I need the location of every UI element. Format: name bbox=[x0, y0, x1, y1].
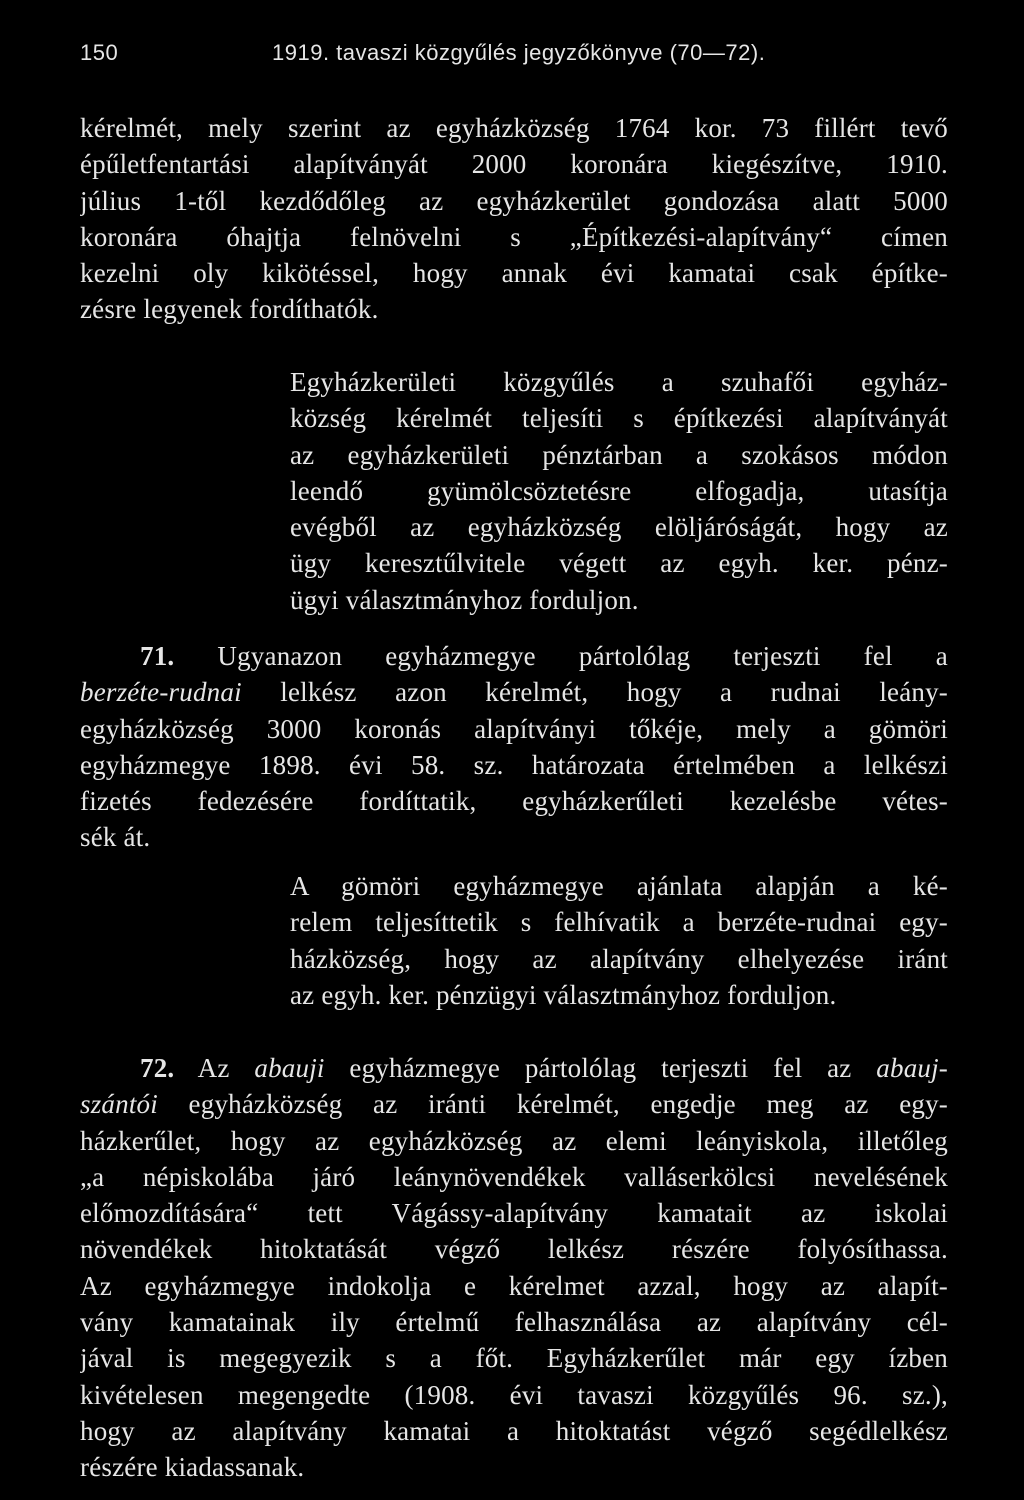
place-name: abauj- bbox=[876, 1053, 948, 1083]
resolution-71 bbox=[290, 868, 948, 1013]
text-line: Egyházkerületi közgyűlés a szuhafői egyház- bbox=[290, 367, 948, 397]
text-line: július 1-től kezdődőleg az egyházkerület gondozása alatt 5000 bbox=[80, 185, 948, 216]
text-line: Az egyházmegye indokolja e kérelmet azzal, hogy az alapít- bbox=[80, 1270, 948, 1301]
page-header bbox=[80, 40, 960, 72]
article-text: egyházmegye pártolólag terjeszti fel az bbox=[324, 1053, 877, 1083]
text-line: koronára óhajtja felnövelni s „Építkezési-alapítvány“ címen bbox=[80, 221, 948, 252]
text-line: hogy az alapítvány kamatai a hitoktatást végző segédlelkész bbox=[80, 1415, 948, 1446]
text-line: evégből az egyházközség elöljáróságát, hogy az bbox=[290, 512, 948, 543]
article-text: Ugyanazon egyházmegye pártolólag terjeszti fel a bbox=[174, 641, 948, 671]
text-line: az egyh. ker. pénzügyi választmányhoz forduljon. bbox=[290, 979, 837, 1010]
article-text: lelkész azon kérelmét, hogy a rudnai leány- bbox=[241, 677, 948, 708]
article-text: egyházközség az iránti kérelmét, engedje meg az egy- bbox=[157, 1089, 948, 1120]
text-line: fizetés fedezésére fordíttatik, egyházkerűleti kezelésbe vétes- bbox=[80, 786, 948, 817]
text-line: részére kiadassanak. bbox=[80, 1452, 305, 1483]
text-line: egyházközség 3000 koronás alapítványi tőkéje, mely a gömöri bbox=[80, 713, 948, 744]
text-line: kivételesen megengedte (1908. évi tavaszi közgyűlés 96. sz.), bbox=[80, 1379, 948, 1410]
text-line bbox=[80, 1086, 948, 1122]
text-line: egyházmegye 1898. évi 58. sz. határozata értelmében a lelkészi bbox=[80, 749, 948, 780]
text-line bbox=[80, 638, 948, 674]
text-line: kérelmét, mely szerint az egyházközség 1764 kor. 73 fillért tevő bbox=[80, 113, 948, 143]
text-line: község kérelmét teljesíti s építkezési alapítványát bbox=[290, 403, 948, 434]
text-line: zésre legyenek fordíthatók. bbox=[80, 294, 379, 325]
page-number: 150 bbox=[80, 40, 119, 65]
text-line: A gömöri egyházmegye ajánlata alapján a ké- bbox=[290, 871, 948, 901]
text-line: kezelni oly kikötéssel, hogy annak évi kamatai csak építke- bbox=[80, 258, 948, 289]
text-line: relem teljesíttetik s felhívatik a berzéte-rudnai egy- bbox=[290, 907, 948, 938]
text-line: „a népiskolába járó leánynövendékek valláserkölcsi nevelésének bbox=[80, 1161, 948, 1192]
text-line: ügyi választmányhoz forduljon. bbox=[290, 584, 639, 615]
article-number: 71. bbox=[140, 641, 175, 671]
place-name: abauji bbox=[254, 1053, 325, 1083]
text-line: előmozdítására“ tett Vágássy-alapítvány kamatait az iskolai bbox=[80, 1198, 948, 1229]
running-title: 1919. tavaszi közgyűlés jegyzőkönyve (70—72). bbox=[272, 40, 766, 65]
text-line: házközség, hogy az alapítvány elhelyezése iránt bbox=[290, 943, 948, 974]
place-name: szántói bbox=[80, 1089, 158, 1120]
text-line: növendékek hitoktatását végző lelkész részére folyósíthassa. bbox=[80, 1234, 948, 1265]
article-71 bbox=[80, 638, 948, 856]
article-text: Az bbox=[174, 1053, 255, 1083]
text-line: leendő gyümölcsöztetésre elfogadja, utasítja bbox=[290, 475, 948, 506]
place-name: berzéte-rudnai bbox=[80, 677, 242, 708]
resolution-70 bbox=[290, 364, 948, 618]
text-line: az egyházkerületi pénztárban a szokásos módon bbox=[290, 439, 948, 470]
article-72 bbox=[80, 1050, 948, 1486]
text-line: sék át. bbox=[80, 822, 151, 853]
continuation-paragraph bbox=[80, 110, 948, 328]
text-line: házkerűlet, hogy az egyházközség az elemi leányiskola, illetőleg bbox=[80, 1125, 948, 1156]
text-line bbox=[80, 1050, 948, 1086]
text-line bbox=[80, 674, 948, 710]
text-line: jával is megegyezik s a főt. Egyházkerűlet már egy ízben bbox=[80, 1343, 948, 1374]
text-line: épűletfentartási alapítványát 2000 koronára kiegészítve, 1910. bbox=[80, 149, 948, 180]
article-number: 72. bbox=[140, 1053, 175, 1083]
text-line: ügy keresztűlvitele végett az egyh. ker. pénz- bbox=[290, 548, 948, 579]
text-line: vány kamatainak ily értelmű felhasználása az alapítvány cél- bbox=[80, 1307, 948, 1338]
